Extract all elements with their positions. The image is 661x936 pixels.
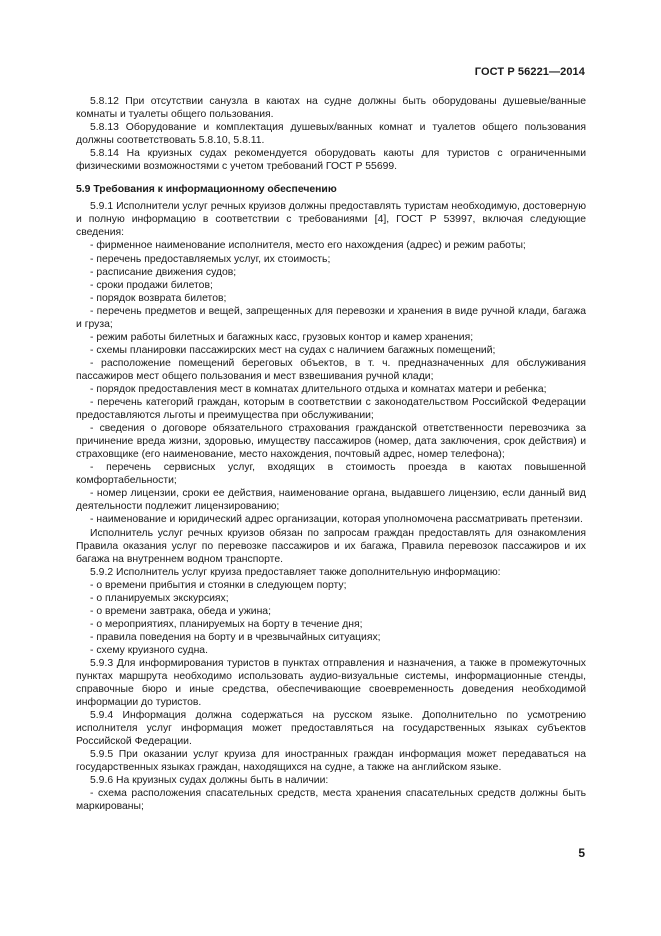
page-number: 5	[578, 846, 585, 860]
list-item: - схему круизного судна.	[90, 644, 208, 656]
list-item: - сроки продажи билетов;	[90, 279, 213, 291]
paragraph: 5.9.2 Исполнитель услуг круиза предоставляет также дополнительную информацию:	[90, 566, 501, 578]
section-heading: 5.9 Требования к информационному обеспечению	[76, 184, 337, 196]
list-item: - режим работы билетных и багажных касс, грузовых контор и камер хранения;	[90, 331, 474, 343]
paragraph: 5.8.14 На круизных судах рекомендуется оборудовать каюты для туристов с ограниченными физическими возможностями с учетом требований ГОСТ Р 55699.	[76, 148, 586, 173]
list-item: - о времени прибытия и стоянки в следующем порту;	[90, 579, 347, 591]
paragraph: 5.9.3 Для информирования туристов в пунктах отправления и назначения, а также в промежуточных пунктах маршрута необходимо использовать аудио-визуальные системы, информационные стенды, справочные бюро и иные средства, обеспечивающие своевременность доведения необходимой информации до туристов.	[76, 657, 586, 709]
paragraph: 5.8.12 При отсутствии санузла в каютах на судне должны быть оборудованы душевые/ванные комнаты и туалеты общего пользования.	[76, 96, 586, 121]
list-item: - расположение помещений береговых объектов, в т. ч. предназначенных для обслуживания пассажиров мест общего пользования и мест взвешивания ручной клади;	[76, 357, 586, 382]
list-item: - схема расположения спасательных средств, места хранения спасательных средств должны быть маркированы;	[76, 788, 586, 813]
paragraph: 5.9.1 Исполнители услуг речных круизов должны предоставлять туристам необходимую, достоверную и полную информацию в соответствии с требованиями [4], ГОСТ Р 53997, включая следующие сведения:	[76, 201, 586, 239]
paragraph: Исполнитель услуг речных круизов обязан по запросам граждан предоставлять для ознакомления Правила оказания услуг по перевозке пассажиров и их багажа, Правила перевозок пассажиров и их багажа на внутреннем водном транспорте.	[76, 527, 586, 565]
paragraph: 5.9.4 Информация должна содержаться на русском языке. Дополнительно по усмотрению исполнителя услуг информация может предоставляться на государственных языках субъектов Российской Федерации.	[76, 710, 586, 748]
list-item: - правила поведения на борту и в чрезвычайных ситуациях;	[90, 631, 381, 643]
list-item: - о планируемых экскурсиях;	[90, 592, 229, 604]
list-item: - сведения о договоре обязательного страхования гражданской ответственности перевозчика за причинение вреда жизни, здоровью, имуществу пассажиров (номер, дата заключения, срок действия) и страховщике (его наименование, место нахождения, почтовый адрес, номер телефона);	[76, 423, 586, 461]
list-item: - расписание движения судов;	[90, 266, 237, 278]
list-item: - порядок предоставления мест в комнатах длительного отдыха и комнатах матери и ребенка;	[90, 383, 547, 395]
paragraph: 5.9.6 На круизных судах должны быть в наличии:	[90, 775, 329, 787]
list-item: - перечень предметов и вещей, запрещенных для перевозки и хранения в виде ручной клади, багажа и груза;	[76, 305, 586, 330]
list-item: - перечень категорий граждан, которым в соответствии с законодательством Российской Федерации предоставляются льготы и преимущества при обслуживании;	[76, 397, 586, 422]
list-item: - порядок возврата билетов;	[90, 292, 227, 304]
list-item: - о мероприятиях, планируемых на борту в течение дня;	[90, 618, 363, 630]
list-item: - о времени завтрака, обеда и ужина;	[90, 605, 271, 617]
list-item: - наименование и юридический адрес организации, которая уполномочена рассматривать претензии.	[90, 514, 583, 526]
document-code-header: ГОСТ Р 56221—2014	[474, 66, 585, 78]
list-item: - перечень предоставляемых услуг, их стоимость;	[90, 253, 331, 265]
list-item: - фирменное наименование исполнителя, место его нахождения (адрес) и режим работы;	[90, 240, 526, 252]
list-item: - перечень сервисных услуг, входящих в стоимость проезда в каютах повышенной комфортабельности;	[76, 462, 586, 487]
paragraph: 5.9.5 При оказании услуг круиза для иностранных граждан информация может передаваться на государственных языках граждан, находящихся на судне, а также на английском языке.	[76, 749, 586, 774]
paragraph: 5.8.13 Оборудование и комплектация душевых/ванных комнат и туалетов общего пользования должны соответствовать 5.8.10, 5.8.11.	[76, 122, 586, 147]
list-item: - схемы планировки пассажирских мест на судах с наличием багажных помещений;	[90, 344, 496, 356]
list-item: - номер лицензии, сроки ее действия, наименование органа, выдавшего лицензию, если данный вид деятельности подлежит лицензированию;	[76, 488, 586, 513]
document-body	[76, 95, 586, 814]
